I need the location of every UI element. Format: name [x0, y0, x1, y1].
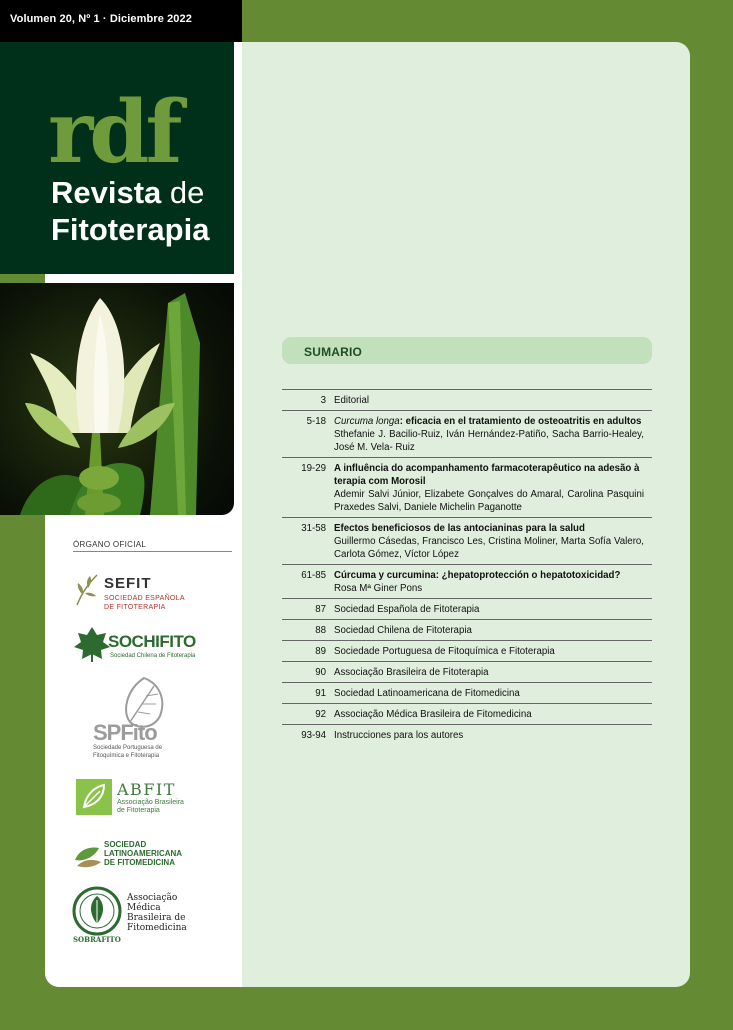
sobrafito-seal-icon [72, 886, 122, 936]
abfit-logo-name: ABFIT [117, 780, 176, 799]
sochifito-leaf-icon [73, 625, 111, 663]
organo-divider [73, 551, 232, 552]
toc-pages: 19-29 [301, 463, 326, 474]
toc-pages: 92 [315, 709, 326, 720]
toc-row-society[interactable] [282, 662, 652, 683]
abfit-logo-subtitle [117, 799, 184, 815]
sefit-logo-name: SEFIT [104, 575, 152, 592]
toc-pages: 3 [320, 395, 326, 406]
spfito-sub-line-1: Sociedade Portuguesa de [93, 745, 163, 751]
toc-title: A influência do acompanhamento farmacoterapêutico na adesão à terapia com Morosil [334, 463, 640, 487]
cover-photo-curcuma-flower [0, 283, 234, 515]
slf-logo-name [104, 840, 182, 867]
spfito-logo-subtitle [93, 744, 162, 760]
toc-pages: 31-58 [301, 523, 326, 534]
toc-row-society[interactable] [282, 599, 652, 620]
sochifito-logo-name: SOCHIFITO [108, 632, 196, 651]
toc-pages: 89 [315, 646, 326, 657]
sobrafito-badge-text: SOBRAFITO [73, 935, 121, 944]
toc-title-italic: Curcuma longa [334, 416, 400, 427]
flower-illustration [0, 283, 234, 515]
toc-authors: Sthefanie J. Bacilio-Ruiz, Iván Hernández-Patiño, Sacha Barrio-Healey, José M. Vela- Ruiz [334, 429, 644, 453]
slf-leaves-icon [73, 840, 103, 870]
table-of-contents [282, 389, 652, 745]
issue-bar [0, 0, 242, 42]
toc-authors: Ademir Salvi Júnior, Elizabete Gonçalves do Amaral, Carolina Pasquini Praxedes Salvi, Daniele Michelin Paganotte [334, 489, 644, 513]
toc-pages: 87 [315, 604, 326, 615]
toc-title: Sociedad Latinoamericana de Fitomedicina [334, 688, 520, 699]
masthead [0, 42, 234, 274]
journal-title-word-1: Revista [51, 175, 162, 210]
toc-row-society[interactable] [282, 704, 652, 725]
slf-line-2: LATINOAMERICANA [104, 849, 183, 858]
abfit-sub-line-2: de Fitoterapia [117, 807, 160, 814]
sumario-title: SUMARIO [304, 345, 363, 359]
toc-pages: 91 [315, 688, 326, 699]
sobrafito-line-4: Fitomedicina [127, 923, 187, 933]
abfit-sub-line-1: Associação Brasileira [117, 799, 184, 806]
toc-title: Sociedad Chilena de Fitoterapia [334, 625, 472, 636]
journal-acronym-logo: rdf [48, 82, 179, 183]
toc-pages: 5-18 [306, 416, 326, 427]
sobrafito-line-1: Associação [127, 893, 178, 903]
toc-row-editorial[interactable] [282, 390, 652, 411]
toc-title: Editorial [334, 395, 369, 406]
toc-row-article[interactable] [282, 565, 652, 599]
toc-title: Efectos beneficiosos de las antocianinas para la salud [334, 523, 585, 534]
toc-title: Associação Médica Brasileira de Fitomedicina [334, 709, 532, 720]
toc-title: Sociedad Española de Fitoterapia [334, 604, 480, 615]
toc-row-article[interactable] [282, 458, 652, 518]
toc-row-article[interactable] [282, 518, 652, 565]
toc-title-rest: : eficacia en el tratamiento de osteoatritis en adultos [399, 416, 642, 427]
toc-row-society[interactable] [282, 683, 652, 704]
spfito-logo-name: SPFito [93, 720, 157, 745]
sefit-sub-line-1: SOCIEDAD ESPAÑOLA [104, 595, 185, 602]
toc-pages: 93-94 [301, 730, 326, 741]
journal-title [51, 174, 209, 248]
toc-pages: 61-85 [301, 570, 326, 581]
issue-info: Volumen 20, Nº 1 · Diciembre 2022 [10, 13, 192, 25]
abfit-badge-icon [76, 779, 112, 815]
toc-pages: 88 [315, 625, 326, 636]
sefit-leaf-icon [73, 573, 101, 607]
toc-title: Associação Brasileira de Fitoterapia [334, 667, 489, 678]
toc-row-society[interactable] [282, 620, 652, 641]
toc-title: Cúrcuma y curcumina: ¿hepatoprotección o hepatotoxicidad? [334, 570, 621, 581]
sumario-header [282, 337, 652, 364]
sobrafito-line-3: Brasileira de [127, 913, 186, 923]
slf-line-3: DE FITOMEDICINA [104, 858, 175, 867]
sefit-logo-subtitle [104, 594, 185, 612]
sefit-sub-line-2: DE FITOTERAPIA [104, 604, 166, 611]
toc-pages: 90 [315, 667, 326, 678]
toc-title: Instrucciones para los autores [334, 730, 464, 741]
toc-row-article[interactable] [282, 411, 652, 458]
journal-title-word-3: Fitoterapia [51, 212, 210, 247]
toc-title: Sociedade Portuguesa de Fitoquímica e Fitoterapia [334, 646, 555, 657]
sochifito-logo-subtitle: Sociedad Chilena de Fitoterapia [110, 653, 196, 659]
slf-line-1: SOCIEDAD [104, 840, 147, 849]
sobrafito-line-2: Médica [127, 903, 161, 913]
organo-oficial-label: ÓRGANO OFICIAL [73, 540, 147, 549]
journal-title-word-2: de [169, 175, 205, 210]
toc-row-instructions[interactable] [282, 725, 652, 745]
toc-title [334, 415, 644, 428]
toc-row-society[interactable] [282, 641, 652, 662]
toc-authors: Rosa Mª Giner Pons [334, 583, 423, 594]
toc-authors: Guillermo Cásedas, Francisco Les, Cristina Moliner, Marta Sofía Valero, Carlota Gómez, Víctor López [334, 536, 644, 560]
spfito-sub-line-2: Fitoquímica e Fitoterapia [93, 753, 160, 759]
sobrafito-logo-name [127, 893, 187, 933]
